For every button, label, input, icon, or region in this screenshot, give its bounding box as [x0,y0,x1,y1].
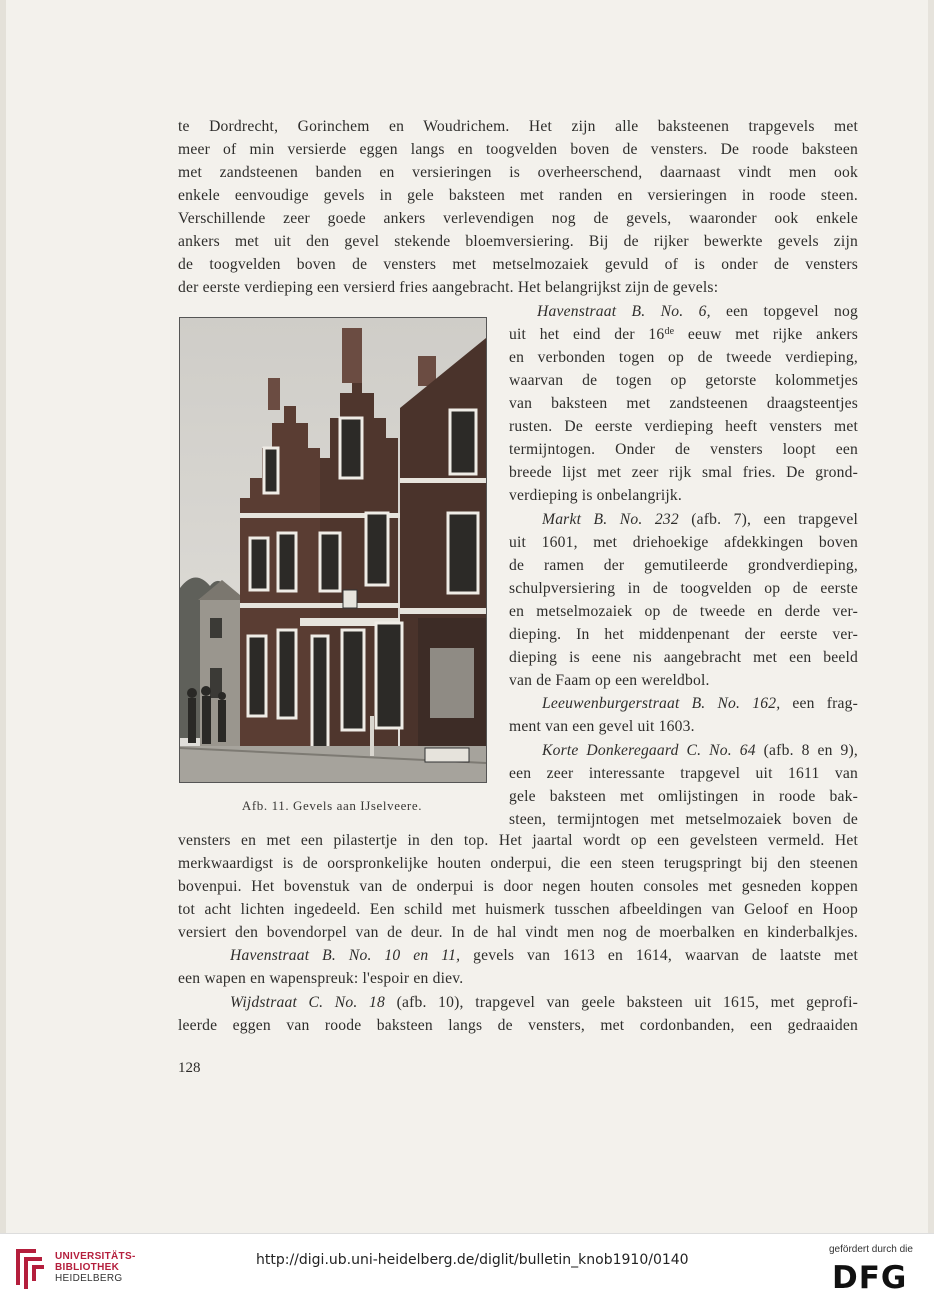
figure-caption: Afb. 11. Gevels aan IJselveere. [241,798,423,813]
text-line: dieping is eene nis aangebracht met een beeld [509,649,858,666]
text-line: ment van een gevel uit 1603. [509,718,695,735]
text-line [542,693,858,715]
page-number: 128 [178,1060,201,1076]
page-edge-left [0,0,6,1233]
ub-heidelberg-logo-icon [12,1245,46,1291]
text-line: te Dordrecht, Gorinchem en Woudrichem. Het zijn alle baksteenen trapgevels met [178,118,858,135]
text-line: de toogvelden boven de vensters met metselmozaiek gevuld of is onder de vensters [178,256,858,273]
gevels-photo-illustration [180,318,486,782]
superscript: de [664,326,675,337]
institution-line: HEIDELBERG [55,1273,123,1284]
text-line: een wapen en wapenspreuk: l'espoir en diev. [178,970,464,987]
footer-bar [0,1233,934,1303]
text-line: tot acht lichten ingedeeld. Een schild met huismerk tusschen afbeeldingen van Geloof en Hoop [178,901,858,918]
text-line: enkele eenvoudige gevels in gele baksteen met randen en versieringen in roode steen. [178,187,858,204]
text-line: en metselmozaiek op de tweede en derde ver- [509,603,858,620]
text-line: van baksteen met zandsteenen draagsteentjes [509,395,858,412]
text-span: eeuw met rijke ankers [674,326,858,343]
text-line: gele baksteen met omlijstingen in roode bak- [509,788,858,805]
text-span: (afb. 8 en 9), [755,742,858,759]
street-reference: Havenstraat B. No. 10 en 11, [230,947,461,964]
text-line: schulpversiering in de toogvelden op de eerste [509,580,858,597]
text-line: van de Faam op een wereldbol. [509,672,710,689]
text-span: (afb. 7), een trapgevel [678,511,858,528]
text-line: ankers met uit den gevel stekende bloemversiering. Bij de rijker bewerkte gevels zijn [178,233,858,250]
text-line: breede lijst met zeer rijk smal fries. De grond- [509,464,858,481]
text-line: de ramen der gemutileerde grondverdieping, [509,557,858,574]
text-line: der eerste verdieping een versierd fries aangebracht. Het belangrijkst zijn de gevels: [178,279,719,296]
street-reference: Leeuwenburgerstraat B. No. 162, [542,695,781,712]
institution-line: UNIVERSITÄTS- [55,1251,136,1262]
text-span: een topgevel nog [710,303,858,320]
text-line [509,324,858,346]
source-url-link[interactable]: http://digi.ub.uni-heidelberg.de/diglit/bulletin_knob1910/0140 [256,1252,689,1268]
text-line: verdieping is onbelangrijk. [509,487,682,504]
text-line [230,992,858,1014]
street-reference: Havenstraat B. No. 6, [537,303,711,320]
text-line: bovenpui. Het bovenstuk van de onderpui is door negen houten consoles met gesneden koppen [178,878,858,895]
street-reference: Korte Donkeregaard C. No. 64 [542,742,756,759]
text-line [537,301,858,323]
figure-photograph [179,317,487,783]
text-line: dieping. In het middenpenant der eerste ver- [509,626,858,643]
text-line: leerde eggen van roode baksteen langs de vensters, met cordonbanden, een gedraaiden [178,1017,858,1034]
text-line: met zandsteenen banden en versieringen is overheerschend, daarnaast vindt men ook [178,164,858,181]
text-line: waarvan de togen op getorste kolommetjes [509,372,858,389]
text-line [542,740,858,762]
funded-by-label: gefördert durch die [829,1244,913,1255]
institution-name [55,1251,136,1284]
institution-line: BIBLIOTHEK [55,1262,120,1273]
text-span: (afb. 10), trapgevel van geele baksteen uit 1615, met geprofi- [385,994,858,1011]
text-line [230,945,858,967]
text-line: uit 1601, met driehoekige afdekkingen boven [509,534,858,551]
text-span: gevels van 1613 en 1614, waarvan de laatste met [460,947,858,964]
dfg-logo: DFG [832,1260,908,1296]
street-reference: Wijdstraat C. No. 18 [230,994,386,1011]
text-span: uit het eind der 16 [509,326,665,343]
text-line: Verschillende zeer goede ankers verlevendigen nog de gevels, waaronder ook enkele [178,210,858,227]
text-line: termijntogen. Onder de vensters loopt een [509,441,858,458]
street-reference: Markt B. No. 232 [542,511,679,528]
page-edge-right [928,0,934,1233]
text-line: vensters en met een pilastertje in den top. Het jaartal wordt op een gevelsteen vermeld. Het [178,832,858,849]
text-line: steen, termijntogen met metselmozaiek boven de [509,811,858,828]
text-span: een frag- [780,695,858,712]
text-line: een zeer interessante trapgevel uit 1611 van [509,765,858,782]
text-line: versiert den bovendorpel van de deur. In de hal vindt men nog de moerbalken en kinderbalkjes. [178,924,858,941]
text-line: en verbonden togen op de tweede verdieping, [509,349,858,366]
text-line: merkwaardigst is de oorspronkelijke houten onderpui, die een steen terugspringt bij den steenen [178,855,858,872]
text-line: rusten. De eerste verdieping heeft vensters met [509,418,858,435]
text-line [542,509,858,531]
text-line: meer of min versierde eggen langs en toogvelden boven de vensters. De roode baksteen [178,141,858,158]
